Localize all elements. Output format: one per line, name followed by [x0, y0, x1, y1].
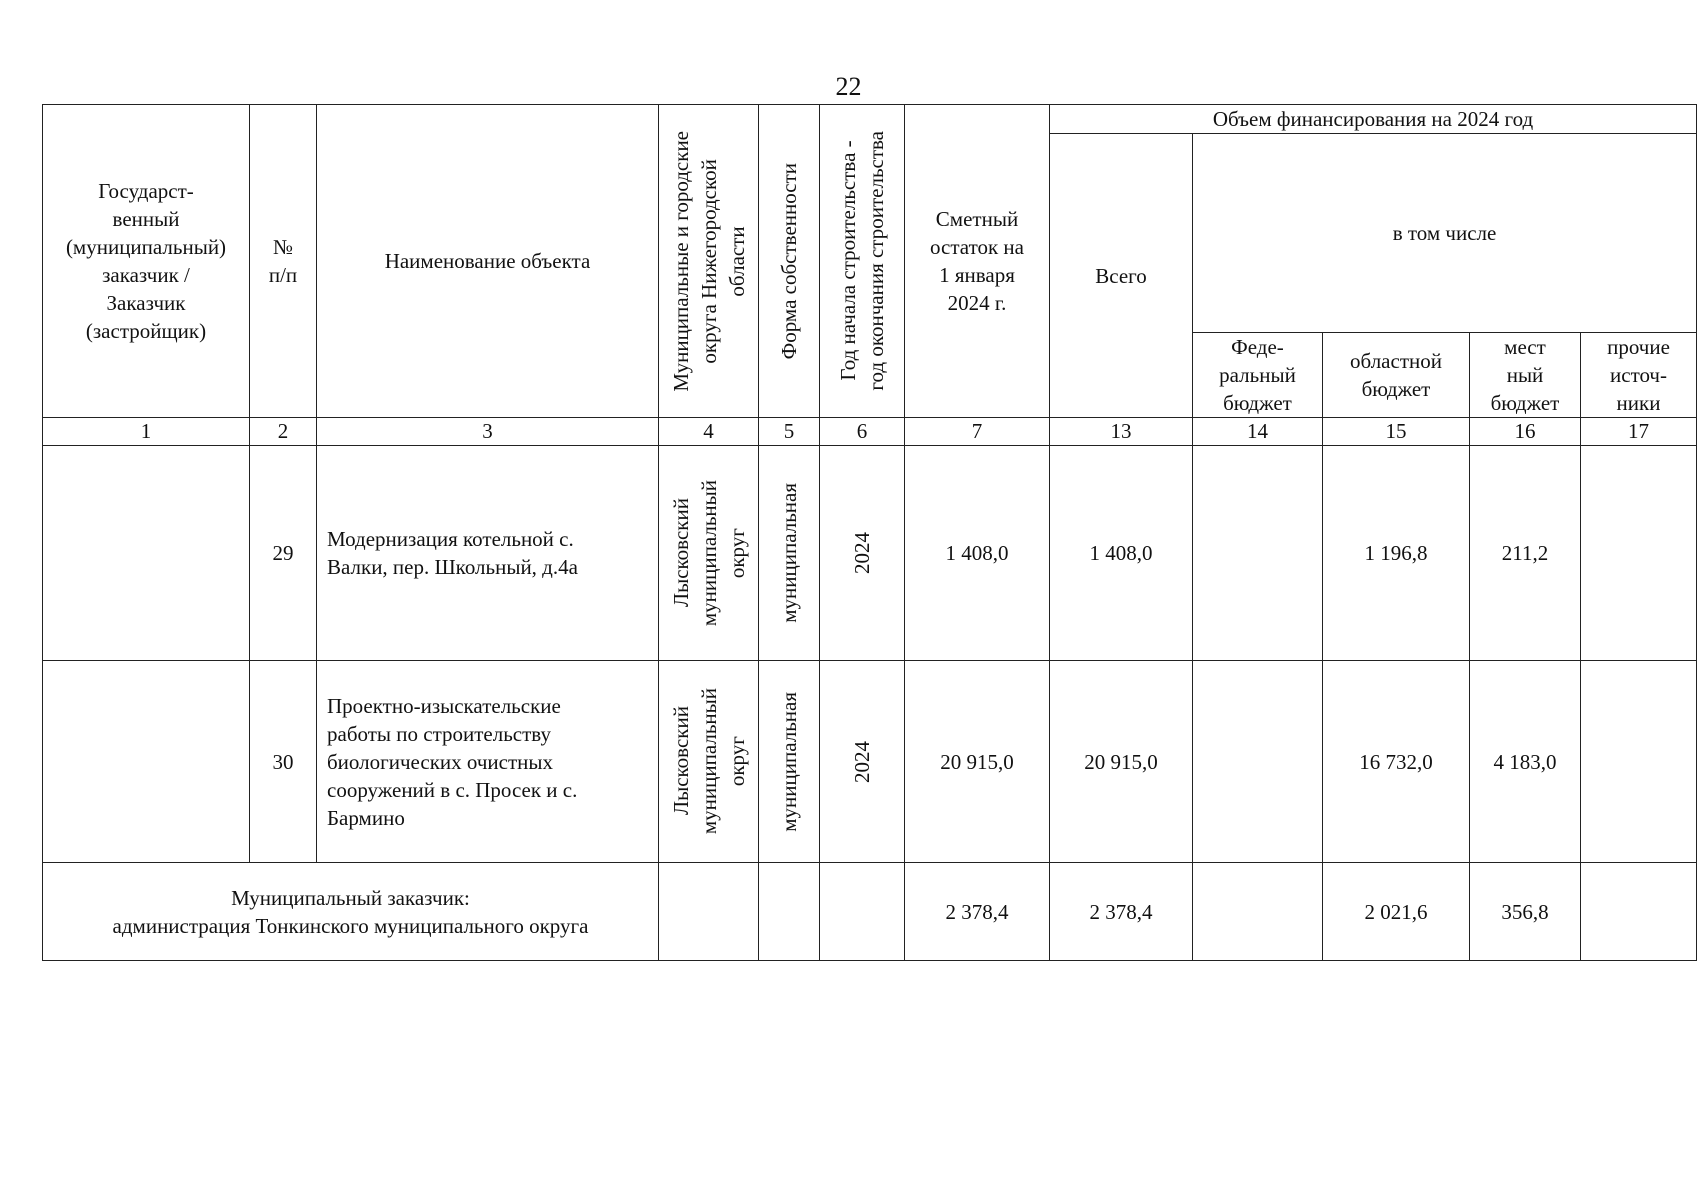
row-other: [1581, 661, 1697, 863]
summary-other: [1581, 863, 1697, 961]
row-years: 2024: [820, 661, 905, 863]
row-number: 29: [250, 446, 317, 661]
header-ownership: Форма собственности: [759, 105, 820, 418]
column-number: 17: [1581, 418, 1697, 446]
summary-ownership: [759, 863, 820, 961]
header-federal: Феде- ральный бюджет: [1193, 333, 1323, 418]
summary-regional: 2 021,6: [1323, 863, 1470, 961]
row-object-name: Модернизация котельной с. Валки, пер. Школьный, д.4а: [317, 446, 659, 661]
column-number: 16: [1470, 418, 1581, 446]
column-number: 6: [820, 418, 905, 446]
row-local: 211,2: [1470, 446, 1581, 661]
header-years: Год начала строительства - год окончания строительства: [820, 105, 905, 418]
column-number: 3: [317, 418, 659, 446]
header-object-name: Наименование объекта: [317, 105, 659, 418]
row-ownership: муниципальная: [759, 446, 820, 661]
row-federal: [1193, 661, 1323, 863]
page-number: 22: [835, 72, 862, 101]
header-local: мест ный бюджет: [1470, 333, 1581, 418]
header-regional: областной бюджет: [1323, 333, 1470, 418]
summary-label: Муниципальный заказчик: администрация Тонкинского муниципального округа: [43, 863, 659, 961]
table-row: [43, 446, 1697, 661]
row-district: Лысковский муниципальный округ: [659, 661, 759, 863]
row-customer: [43, 661, 250, 863]
summary-federal: [1193, 863, 1323, 961]
column-number: 2: [250, 418, 317, 446]
table-row: [43, 661, 1697, 863]
column-number: 14: [1193, 418, 1323, 446]
financing-table: [42, 104, 1697, 961]
column-numbers-row: [43, 418, 1697, 446]
row-district: Лысковский муниципальный округ: [659, 446, 759, 661]
column-number: 1: [43, 418, 250, 446]
row-local: 4 183,0: [1470, 661, 1581, 863]
summary-local: 356,8: [1470, 863, 1581, 961]
row-estimate: 1 408,0: [905, 446, 1050, 661]
header-financing-title: Объем финансирования на 2024 год: [1050, 105, 1697, 134]
summary-years: [820, 863, 905, 961]
header-customer: Государст- венный (муниципальный) заказчик / Заказчик (застройщик): [43, 105, 250, 418]
summary-total: 2 378,4: [1050, 863, 1193, 961]
column-number: 7: [905, 418, 1050, 446]
summary-estimate: 2 378,4: [905, 863, 1050, 961]
row-regional: 1 196,8: [1323, 446, 1470, 661]
column-number: 13: [1050, 418, 1193, 446]
summary-row: [43, 863, 1697, 961]
row-customer: [43, 446, 250, 661]
header-row-1: [43, 105, 1697, 134]
header-number: № п/п: [250, 105, 317, 418]
header-other: прочие источ- ники: [1581, 333, 1697, 418]
row-total: 1 408,0: [1050, 446, 1193, 661]
row-ownership: муниципальная: [759, 661, 820, 863]
row-number: 30: [250, 661, 317, 863]
row-other: [1581, 446, 1697, 661]
row-total: 20 915,0: [1050, 661, 1193, 863]
row-regional: 16 732,0: [1323, 661, 1470, 863]
summary-district: [659, 863, 759, 961]
column-number: 5: [759, 418, 820, 446]
row-object-name: Проектно-изыскательские работы по строительству биологических очистных сооружений в с. Просек и с. Бармино: [317, 661, 659, 863]
column-number: 4: [659, 418, 759, 446]
header-estimate: Сметный остаток на 1 января 2024 г.: [905, 105, 1050, 418]
row-federal: [1193, 446, 1323, 661]
row-estimate: 20 915,0: [905, 661, 1050, 863]
header-district: Муниципальные и городские округа Нижегородской области: [659, 105, 759, 418]
row-years: 2024: [820, 446, 905, 661]
header-including: в том числе: [1193, 134, 1697, 333]
column-number: 15: [1323, 418, 1470, 446]
header-total: Всего: [1050, 134, 1193, 418]
